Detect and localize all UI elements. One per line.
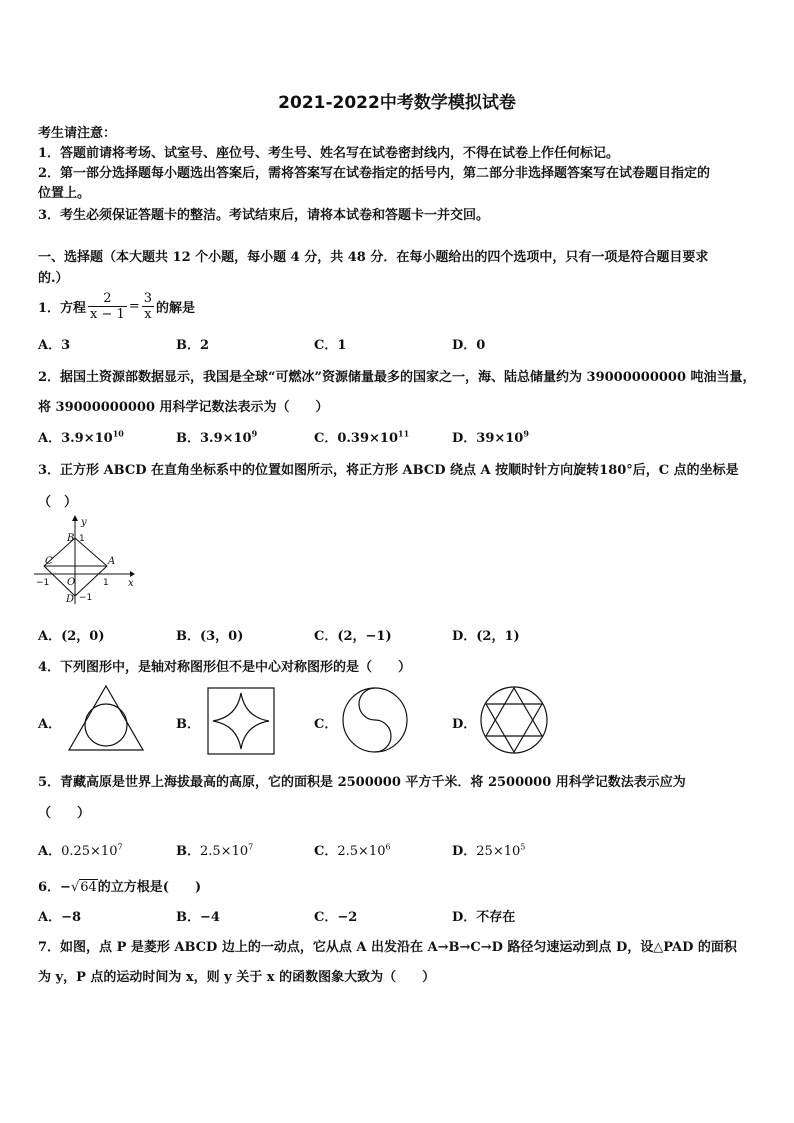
question-7-stem: 7．如图，点 P 是菱形 ABCD 边上的一动点，它从点 A 出发沿在 A→B→C→D 路径匀速运动到点 D，设△PAD 的面积	[38, 940, 737, 955]
y-axis-arrow	[72, 515, 78, 521]
q6-option-a: A．−8	[38, 910, 82, 925]
x-axis-arrow	[130, 571, 135, 577]
q1-option-b: B．2	[176, 338, 210, 353]
star-of-david-icon	[479, 685, 549, 755]
q3-option-d: D．(2，1)	[452, 629, 520, 644]
q2-option-c: C．$0.39\times 10^{11}$	[314, 428, 410, 446]
q1-fraction-left	[88, 291, 127, 322]
question-1-stem	[38, 288, 195, 324]
q1-option-d: D．0	[452, 338, 486, 353]
q5-option-b: B．$2.5\times 10^7$	[176, 842, 254, 859]
q1-prefix: 1．方程	[38, 300, 87, 316]
q1-fraction-right	[142, 291, 154, 322]
q1-frac1-den: x − 1	[90, 306, 125, 322]
question-2-stem-cont: 将 39000000000 用科学记数法表示为（ ）	[38, 400, 329, 415]
q1-suffix: 的解是	[156, 300, 196, 316]
label-one-top: 1	[79, 534, 85, 544]
q2-option-b: B．$3.9\times 10^9$	[176, 428, 258, 446]
q2-option-a: A．$3.9\times 10^{10}$	[38, 428, 124, 446]
question-3-stem: 3．正方形 ABCD 在直角坐标系中的位置如图所示，将正方形 ABCD 绕点 A 按顺时针方向旋转180°后，C 点的坐标是	[38, 463, 739, 478]
q6-option-c: C．−2	[314, 910, 358, 925]
notice-item: 3．考生必须保证答题卡的整洁。考试结束后，请将本试卷和答题卡一并交回。	[38, 208, 490, 223]
question-7-stem-cont: 为 y，P 点的运动时间为 x，则 y 关于 x 的函数图象大致为（ ）	[38, 970, 436, 985]
section-heading: 一、选择题（本大题共 12 个小题，每小题 4 分，共 48 分．在每小题给出的四个选项中，只有一项是符合题目要求	[38, 250, 709, 265]
q5-option-d: D．$25\times 10^5$	[452, 842, 526, 859]
q1-option-c: C．1	[314, 338, 347, 353]
question-6-stem	[38, 876, 201, 895]
q1-frac1-num: 2	[88, 291, 127, 307]
question-5-stem-cont: （ ）	[38, 806, 91, 821]
q4-option-c: C．	[314, 717, 338, 732]
question-3-stem-cont: （ ）	[38, 495, 78, 510]
q6-radicand: 64	[80, 880, 97, 895]
q1-frac2-num: 3	[143, 290, 152, 306]
label-d: D	[66, 594, 75, 605]
q6-prefix: 6．−	[38, 880, 71, 895]
q3-option-b: B．(3，0)	[176, 629, 244, 644]
notice-item: 1．答题前请将考场、试室号、座位号、考生号、姓名写在试卷密封线内，不得在试卷上作任何标记。	[38, 146, 620, 161]
page-title: 2021-2022中考数学模拟试卷	[278, 93, 516, 113]
question-2-stem: 2．据国土资源部数据显示，我国是全球“可燃冰”资源储量最多的国家之一，海、陆总储量约为 39000000000 吨油当量，	[38, 370, 756, 385]
label-b: B	[67, 533, 75, 544]
q1-frac2-den: x	[144, 306, 152, 322]
label-neg-one-bottom: −1	[79, 593, 93, 603]
q1-equals: =	[128, 298, 140, 314]
q6-option-d: D．不存在	[452, 910, 516, 925]
q4-option-d: D．	[452, 717, 477, 732]
q6-option-b: B．−4	[176, 910, 220, 925]
label-a: A	[108, 556, 116, 567]
q5-option-c: C．$2.5\times 10^6$	[314, 842, 391, 859]
question-5-stem: 5．青藏高原是世界上海拔最高的高原，它的面积是 2500000 平方千米．将 2500000 用科学记数法表示应为	[38, 775, 686, 790]
question-4-stem: 4．下列图形中，是轴对称图形但不是中心对称图形的是（ ）	[38, 660, 412, 675]
q3-option-c: C．(2，−1)	[314, 629, 392, 644]
q5-option-a: A．$0.25\times 10^7$	[38, 842, 123, 859]
q6-suffix: 的立方根是( )	[97, 880, 202, 895]
label-neg-one-left: −1	[36, 578, 50, 588]
label-o: O	[67, 577, 76, 588]
label-x: x	[128, 578, 134, 589]
square-star-icon	[207, 687, 275, 755]
notice-heading: 考生请注意：	[38, 126, 117, 141]
q3-square-coordinate-figure	[34, 514, 144, 606]
section-heading-cont: 的.）	[38, 271, 69, 286]
q1-option-a: A．3	[38, 338, 71, 353]
yin-yang-icon	[341, 686, 409, 754]
radical-sign: √	[70, 880, 80, 895]
triangle-arcs-icon	[66, 684, 146, 752]
notice-item: 2．第一部分选择题每小题选出答案后，需将答案写在试卷指定的括号内，第二部分非选择题答案写在试卷题目指定的	[38, 166, 711, 181]
q4-option-b: B．	[176, 717, 200, 732]
q2-option-d: D．$39\times 10^9$	[452, 428, 529, 446]
label-c: C	[45, 556, 53, 567]
label-one-right: 1	[103, 578, 109, 588]
q4-option-a: A．	[38, 717, 62, 732]
q3-option-a: A．(2，0)	[38, 629, 105, 644]
label-y: y	[81, 517, 87, 528]
notice-item: 位置上。	[38, 186, 91, 201]
